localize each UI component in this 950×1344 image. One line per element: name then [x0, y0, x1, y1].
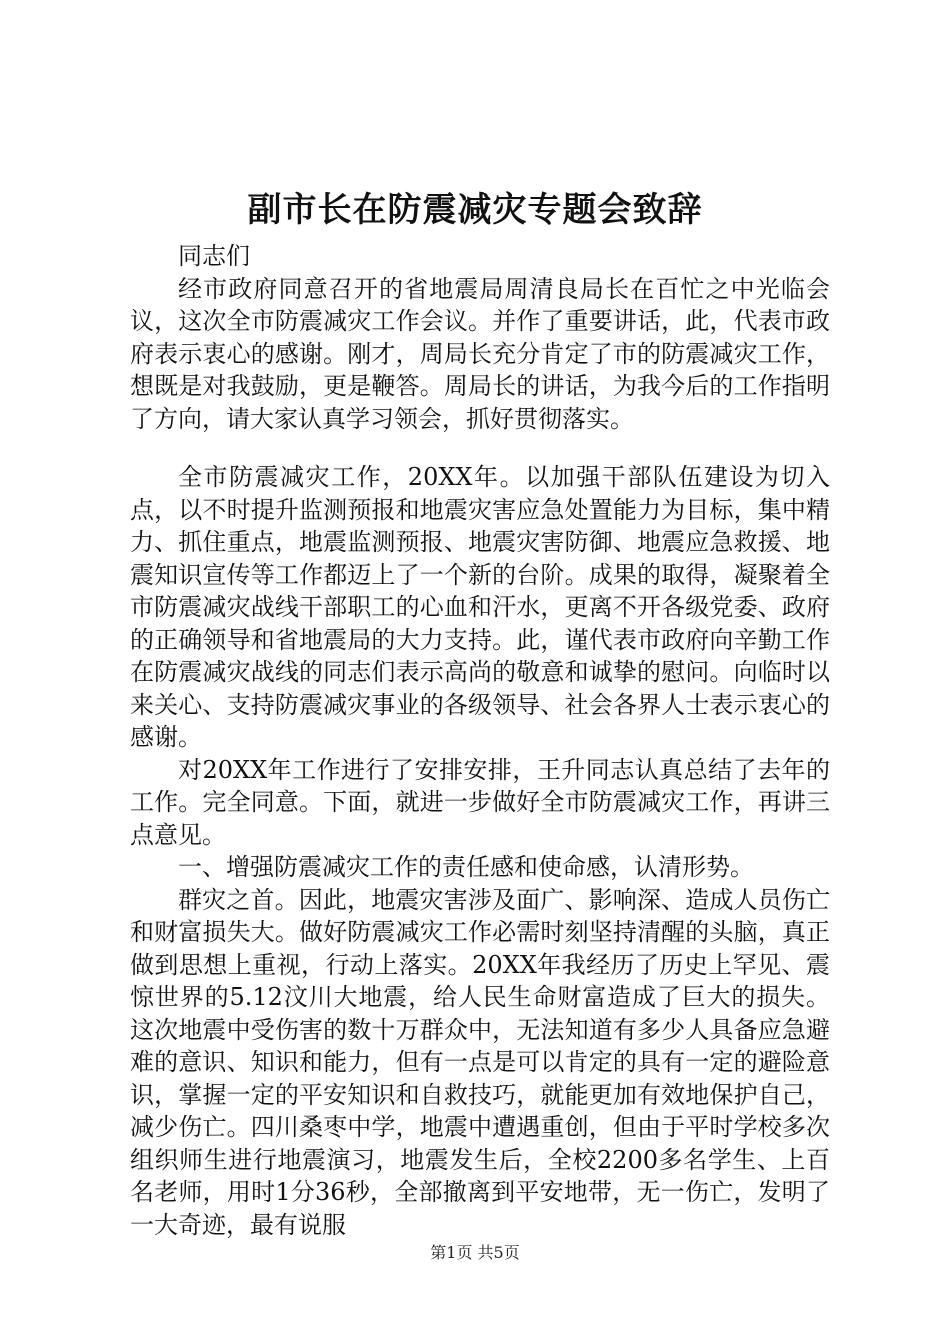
paragraph-3: 对20XX年工作进行了安排安排，王升同志认真总结了去年的工作。完全同意。下面，就进一步做好全市防震减灾工作，再讲三点意见。 [130, 755, 830, 849]
section-heading-1: 一、增强防震减灾工作的责任感和使命感，认清形势。 [178, 853, 754, 881]
paragraph-4: 群灾之首。因此，地震灾害涉及面广、影响深、造成人员伤亡和财富损失大。做好防震减灾工作必需时刻坚持清醒的头脑，真正做到思想上重视，行动上落实。20XX年我经历了历史上罕见、震惊世界的5.12汶川大地震，给人民生命财富造成了巨大的损失。这次地震中受伤害的数十万群众中，无法知道有多少人具备应急避难的意识、知识和能力，但有一点是可以肯定的具有一定的避险意识，掌握一定的平安知识和自救技巧，就能更加有效地保护自己，减少伤亡。四川桑枣中学，地震中遭遇重创，但由于平时学校多次组织师生进行地震演习，地震发生后，全校2200多名学生、上百名老师，用时1分36秒，全部撤离到平安地带，无一伤亡，发明了一大奇迹，最有说服 [130, 885, 830, 1239]
page-number: 第1页 共5页 [430, 1243, 520, 1262]
salutation: 同志们 [178, 242, 250, 270]
document-title: 副市长在防震减灾专题会致辞 [247, 190, 703, 230]
paragraph-2: 全市防震减灾工作，20XX年。以加强干部队伍建设为切入点，以不时提升监测预报和地震灾害应急处置能力为目标，集中精力、抓住重点，地震监测预报、地震灾害防御、地震应急救援、地震知识宣传等工作都迈上了一个新的台阶。成果的取得，凝聚着全市防震减灾战线干部职工的心血和汗水，更离不开各级党委、政府的正确领导和省地震局的大力支持。此，谨代表市政府向辛勤工作在防震减灾战线的同志们表示高尚的敬意和诚挚的慰问。向临时以来关心、支持防震减灾事业的各级领导、社会各界人士表示衷心的感谢。 [130, 463, 830, 751]
document-body [130, 240, 830, 1241]
paragraph-1: 经市政府同意召开的省地震局周清良局长在百忙之中光临会议，这次全市防震减灾工作会议。并作了重要讲话，此，代表市政府表示衷心的感谢。刚才，周局长充分肯定了市的防震减灾工作，想既是对我鼓励，更是鞭答。周局长的讲话，为我今后的工作指明了方向，请大家认真学习领会，抓好贯彻落实。 [130, 274, 830, 433]
